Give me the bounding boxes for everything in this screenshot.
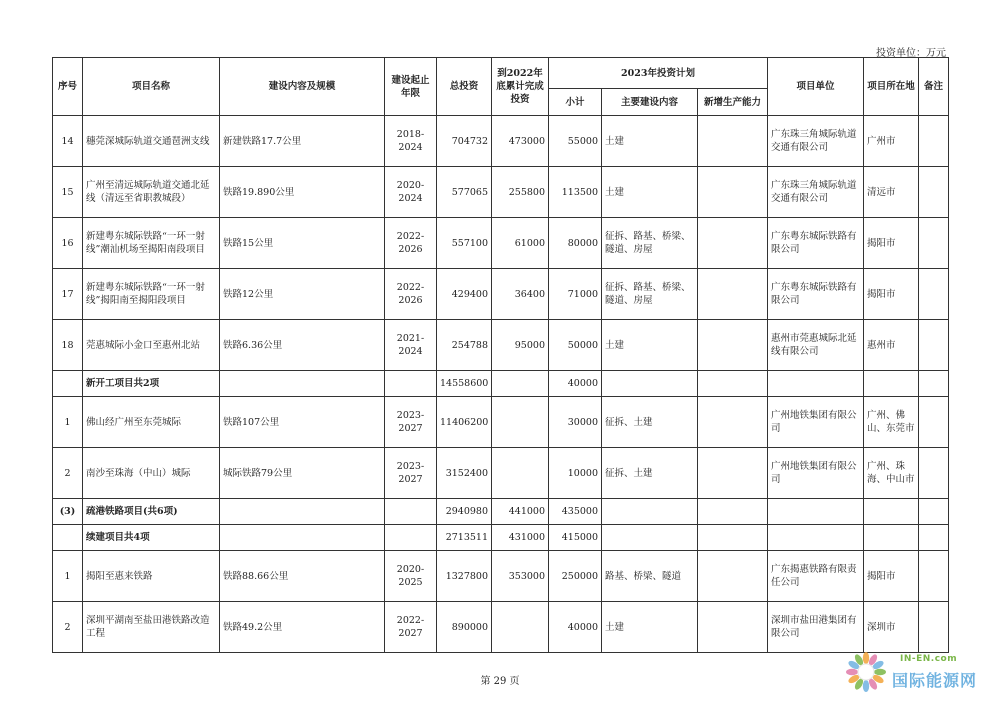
cell-main-content: 土建	[602, 167, 698, 218]
cell-total: 2713511	[437, 525, 492, 551]
cell-capacity	[698, 499, 768, 525]
cell-years	[385, 371, 437, 397]
cell-capacity	[698, 448, 768, 499]
cell-location: 揭阳市	[864, 269, 919, 320]
cell-project-name: 广州至清远城际轨道交通北延线（清远至省职教城段）	[83, 167, 220, 218]
unit-note: 投资单位：万元	[876, 48, 946, 59]
cell-years: 2020-2025	[385, 551, 437, 602]
cell-total: 254788	[437, 320, 492, 371]
cell-location: 广州、佛山、东莞市	[864, 397, 919, 448]
cell-content	[220, 371, 385, 397]
cell-remark	[919, 525, 949, 551]
table-row	[53, 218, 949, 269]
cell-total: 704732	[437, 116, 492, 167]
cell-location: 清远市	[864, 167, 919, 218]
cell-remark	[919, 448, 949, 499]
cell-location: 广州、珠海、中山市	[864, 448, 919, 499]
header-subtotal: 小计	[549, 89, 602, 116]
cell-unit: 广州地铁集团有限公司	[768, 448, 864, 499]
cell-remark	[919, 218, 949, 269]
cell-location: 揭阳市	[864, 551, 919, 602]
cell-content: 铁路107公里	[220, 397, 385, 448]
cell-content	[220, 499, 385, 525]
header-total: 总投资	[437, 58, 492, 116]
cell-subtotal: 40000	[549, 371, 602, 397]
cell-project-name: 续建项目共4项	[83, 525, 220, 551]
cell-capacity	[698, 116, 768, 167]
cell-seq: 15	[53, 167, 83, 218]
cell-subtotal: 415000	[549, 525, 602, 551]
cell-cumulative: 473000	[492, 116, 549, 167]
cell-total: 577065	[437, 167, 492, 218]
cell-content	[220, 525, 385, 551]
cell-capacity	[698, 320, 768, 371]
cell-years: 2021-2024	[385, 320, 437, 371]
cell-project-name: 深圳平湖南至盐田港铁路改造工程	[83, 602, 220, 653]
cell-unit: 广东粤东城际铁路有限公司	[768, 269, 864, 320]
petal	[863, 680, 869, 692]
petal	[874, 669, 886, 675]
cell-remark	[919, 320, 949, 371]
cell-subtotal: 50000	[549, 320, 602, 371]
cell-location: 深圳市	[864, 602, 919, 653]
cell-content: 铁路19.890公里	[220, 167, 385, 218]
cell-main-content: 路基、桥梁、隧道	[602, 551, 698, 602]
header-remark: 备注	[919, 58, 949, 116]
cell-unit	[768, 525, 864, 551]
investment-table	[52, 57, 949, 653]
cell-subtotal: 250000	[549, 551, 602, 602]
cell-unit	[768, 499, 864, 525]
table-row	[53, 320, 949, 371]
cell-capacity	[698, 525, 768, 551]
cell-total: 429400	[437, 269, 492, 320]
cell-project-name: 穗莞深城际轨道交通琶洲支线	[83, 116, 220, 167]
cell-cumulative: 353000	[492, 551, 549, 602]
page-number: 第 29 页	[480, 676, 520, 687]
header-main-content: 主要建设内容	[602, 89, 698, 116]
cell-subtotal: 80000	[549, 218, 602, 269]
table-row	[53, 116, 949, 167]
cell-project-name: 新建粤东城际铁路“一环一射线”揭阳南至揭阳段项目	[83, 269, 220, 320]
cell-capacity	[698, 269, 768, 320]
cell-cumulative: 95000	[492, 320, 549, 371]
cell-years: 2023-2027	[385, 397, 437, 448]
cell-total: 1327800	[437, 551, 492, 602]
table-row	[53, 167, 949, 218]
cell-unit: 广东粤东城际铁路有限公司	[768, 218, 864, 269]
table-row	[53, 448, 949, 499]
header-unit: 项目单位	[768, 58, 864, 116]
cell-cumulative	[492, 371, 549, 397]
table-body	[53, 116, 949, 653]
cell-years: 2018-2024	[385, 116, 437, 167]
cell-cumulative	[492, 397, 549, 448]
header-years: 建设起止年限	[385, 58, 437, 116]
cell-main-content: 征拆、路基、桥梁、隧道、房屋	[602, 218, 698, 269]
cell-unit: 深圳市盐田港集团有限公司	[768, 602, 864, 653]
header-location: 项目所在地	[864, 58, 919, 116]
cell-project-name: 佛山经广州至东莞城际	[83, 397, 220, 448]
cell-seq: 16	[53, 218, 83, 269]
header-new-capacity: 新增生产能力	[698, 89, 768, 116]
cell-remark	[919, 167, 949, 218]
cell-seq: (3)	[53, 499, 83, 525]
cell-total: 14558600	[437, 371, 492, 397]
cell-seq: 2	[53, 602, 83, 653]
header-seq: 序号	[53, 58, 83, 116]
cell-remark	[919, 116, 949, 167]
cell-location	[864, 371, 919, 397]
cell-years: 2022-2026	[385, 218, 437, 269]
cell-main-content: 征拆、土建	[602, 397, 698, 448]
cell-cumulative: 61000	[492, 218, 549, 269]
cell-unit: 广州地铁集团有限公司	[768, 397, 864, 448]
cell-main-content: 土建	[602, 602, 698, 653]
cell-subtotal: 435000	[549, 499, 602, 525]
cell-main-content: 土建	[602, 116, 698, 167]
cell-location	[864, 525, 919, 551]
header-plan-2023: 2023年投资计划	[549, 58, 768, 89]
table-row	[53, 397, 949, 448]
cell-capacity	[698, 371, 768, 397]
cell-content: 铁路49.2公里	[220, 602, 385, 653]
cell-seq: 14	[53, 116, 83, 167]
cell-content: 铁路12公里	[220, 269, 385, 320]
cell-total: 557100	[437, 218, 492, 269]
cell-unit: 广东珠三角城际轨道交通有限公司	[768, 167, 864, 218]
cell-cumulative: 255800	[492, 167, 549, 218]
cell-total: 3152400	[437, 448, 492, 499]
cell-subtotal: 113500	[549, 167, 602, 218]
cell-years: 2022-2027	[385, 602, 437, 653]
cell-remark	[919, 602, 949, 653]
cell-subtotal: 10000	[549, 448, 602, 499]
table-row	[53, 269, 949, 320]
cell-project-name: 莞惠城际小金口至惠州北站	[83, 320, 220, 371]
cell-main-content: 征拆、土建	[602, 448, 698, 499]
watermark-en: IN-EN.com	[900, 654, 958, 664]
cell-seq: 1	[53, 551, 83, 602]
cell-years	[385, 525, 437, 551]
watermark	[844, 648, 992, 698]
cell-unit: 广东揭惠铁路有限责任公司	[768, 551, 864, 602]
cell-total: 890000	[437, 602, 492, 653]
cell-main-content: 土建	[602, 320, 698, 371]
cell-remark	[919, 269, 949, 320]
cell-unit: 广东珠三角城际轨道交通有限公司	[768, 116, 864, 167]
cell-project-name: 南沙至珠海（中山）城际	[83, 448, 220, 499]
cell-seq: 17	[53, 269, 83, 320]
cell-capacity	[698, 551, 768, 602]
cell-unit: 惠州市莞惠城际北延线有限公司	[768, 320, 864, 371]
cell-remark	[919, 499, 949, 525]
cell-remark	[919, 551, 949, 602]
cell-years: 2022-2026	[385, 269, 437, 320]
watermark-cn: 国际能源网	[892, 671, 978, 690]
cell-content: 铁路6.36公里	[220, 320, 385, 371]
cell-location	[864, 499, 919, 525]
cell-years	[385, 499, 437, 525]
table-row	[53, 602, 949, 653]
cell-content: 铁路15公里	[220, 218, 385, 269]
cell-project-name: 新开工项目共2项	[83, 371, 220, 397]
cell-subtotal: 30000	[549, 397, 602, 448]
cell-project-name: 揭阳至惠来铁路	[83, 551, 220, 602]
cell-seq: 18	[53, 320, 83, 371]
cell-cumulative	[492, 602, 549, 653]
cell-main-content	[602, 525, 698, 551]
cell-subtotal: 40000	[549, 602, 602, 653]
cell-content: 新建铁路17.7公里	[220, 116, 385, 167]
cell-capacity	[698, 218, 768, 269]
cell-location: 广州市	[864, 116, 919, 167]
cell-capacity	[698, 602, 768, 653]
cell-location: 惠州市	[864, 320, 919, 371]
cell-seq: 1	[53, 397, 83, 448]
cell-content: 城际铁路79公里	[220, 448, 385, 499]
subtotal-row	[53, 371, 949, 397]
cell-unit	[768, 371, 864, 397]
petal	[846, 669, 858, 675]
cell-main-content: 征拆、路基、桥梁、隧道、房屋	[602, 269, 698, 320]
cell-cumulative: 36400	[492, 269, 549, 320]
header-name: 项目名称	[83, 58, 220, 116]
cell-cumulative: 441000	[492, 499, 549, 525]
cell-seq	[53, 525, 83, 551]
petal	[863, 652, 869, 664]
cell-years: 2023-2027	[385, 448, 437, 499]
cell-capacity	[698, 397, 768, 448]
header-cumulative: 到2022年底累计完成投资	[492, 58, 549, 116]
cell-cumulative	[492, 448, 549, 499]
cell-subtotal: 55000	[549, 116, 602, 167]
cell-project-name: 新建粤东城际铁路“一环一射线”潮汕机场至揭阳南段项目	[83, 218, 220, 269]
cell-location: 揭阳市	[864, 218, 919, 269]
cell-main-content	[602, 499, 698, 525]
cell-project-name: 疏港铁路项目(共6项)	[83, 499, 220, 525]
table-row	[53, 551, 949, 602]
cell-remark	[919, 397, 949, 448]
cell-total: 2940980	[437, 499, 492, 525]
cell-seq	[53, 371, 83, 397]
flower-sun-icon	[844, 650, 888, 694]
cell-total: 11406200	[437, 397, 492, 448]
subtotal-row	[53, 499, 949, 525]
header-content: 建设内容及规模	[220, 58, 385, 116]
cell-subtotal: 71000	[549, 269, 602, 320]
cell-remark	[919, 371, 949, 397]
cell-content: 铁路88.66公里	[220, 551, 385, 602]
cell-years: 2020-2024	[385, 167, 437, 218]
cell-capacity	[698, 167, 768, 218]
cell-seq: 2	[53, 448, 83, 499]
cell-main-content	[602, 371, 698, 397]
subtotal-row	[53, 525, 949, 551]
cell-cumulative: 431000	[492, 525, 549, 551]
